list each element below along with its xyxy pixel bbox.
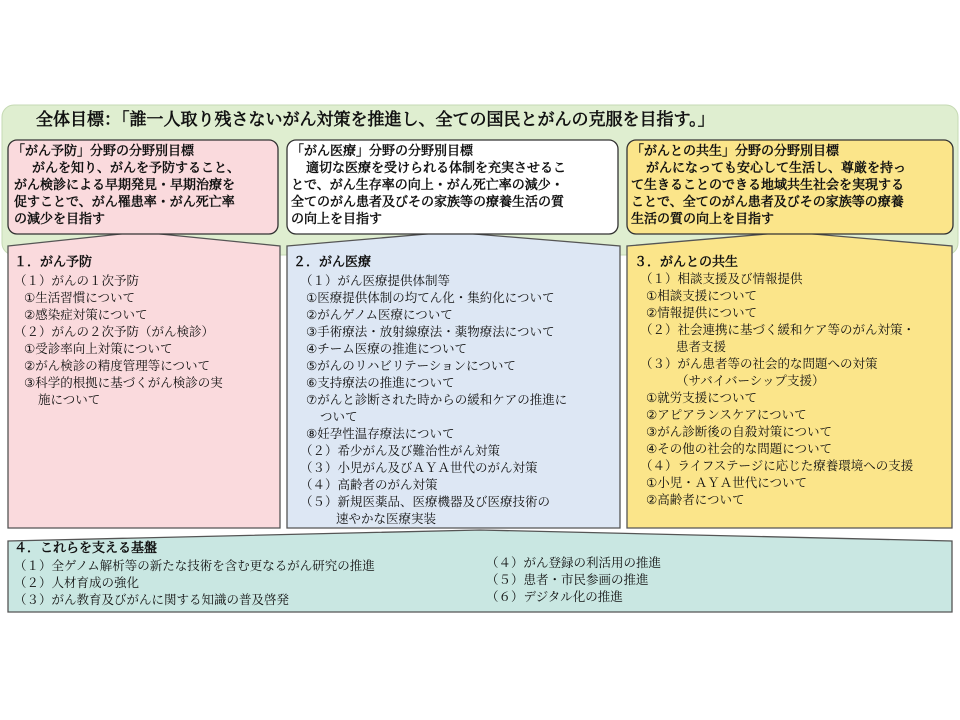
medical-item: （３）小児がん及びＡＹＡ世代のがん対策 — [300, 460, 538, 475]
foundation-item: （１）全ゲノム解析等の新たな技術を含む更なるがん研究の推進 — [14, 558, 375, 573]
prevention-item: ③科学的根拠に基づくがん検診の実 — [24, 375, 223, 390]
coexistence-item: （サバイバーシップ支援） — [676, 373, 825, 388]
prevention-goal-heading: 「がん予防」分野の分野別目標 — [12, 144, 195, 159]
medical-goal-line: 全てのがん患者及びその家族等の療養生活の質 — [291, 195, 565, 210]
coexistence-goal-line: ことで、全てのがん患者及びその家族等の療養 — [631, 195, 904, 210]
foundation-title: ４．これらを支える基盤 — [14, 541, 158, 556]
coexistence-section-title: ３．がんとの共生 — [634, 255, 739, 270]
coexistence-goal-line: 生活の質の向上を目指す — [631, 212, 775, 227]
medical-item: ④チーム医療の推進について — [306, 341, 467, 356]
coexistence-goal-heading: 「がんとの共生」分野の分野別目標 — [631, 144, 840, 159]
prevention-goal-line: の減少を目指す — [14, 212, 106, 227]
coexistence-goal-line: て生きることのできる地域共生社会を実現する — [631, 178, 905, 193]
medical-section-title: ２．がん医療 — [293, 255, 372, 270]
coexistence-item: （１）相談支援及び情報提供 — [640, 271, 803, 286]
prevention-item: ②がん検診の精度管理等について — [24, 358, 210, 373]
overall-goal-title: 全体目標：「誰一人取り残さないがん対策を推進し、全ての国民とがんの克服を目指す。」 — [36, 110, 715, 130]
coexistence-item: （２）社会連携に基づく緩和ケア等のがん対策・ — [640, 322, 916, 337]
prevention-item: （２）がんの２次予防（がん検診） — [14, 324, 215, 339]
foundation-item: （２）人材育成の強化 — [14, 575, 140, 590]
foundation-item: （４）がん登録の利活用の推進 — [486, 555, 662, 570]
medical-item: ⑥支持療法の推進について — [306, 375, 455, 390]
coexistence-item: ②アピアランスケアについて — [646, 407, 807, 422]
medical-goal-line: とで、がん生存率の向上・がん死亡率の減少・ — [291, 178, 564, 193]
coexistence-goal-line: がんになっても安心して生活し、尊厳を持っ — [646, 161, 907, 176]
coexistence-item: ①小児・ＡＹＡ世代について — [646, 475, 807, 490]
medical-goal-line: 適切な医療を受けられる体制を充実させるこ — [306, 161, 567, 176]
medical-item: （１）がん医療提供体制等 — [300, 273, 451, 288]
foundation-item: （５）患者・市民参画の推進 — [486, 572, 649, 587]
medical-item: （２）希少がん及び難治性がん対策 — [300, 443, 501, 458]
coexistence-item: 患者支援 — [676, 339, 727, 354]
medical-goal-heading: 「がん医療」分野の分野別目標 — [291, 144, 474, 159]
foundation-item: （３）がん教育及びがんに関する知識の普及啓発 — [14, 592, 290, 607]
coexistence-item: ①就労支援について — [646, 390, 757, 405]
medical-item: ①医療提供体制の均てん化・集約化について — [306, 290, 555, 305]
coexistence-item: ②高齢者について — [646, 492, 745, 507]
coexistence-item: ④その他の社会的な問題について — [646, 441, 832, 456]
medical-item: ⑤がんのリハビリテーションについて — [306, 358, 516, 373]
prevention-goal-line: がん検診による早期発見・早期治療を — [14, 178, 236, 193]
medical-item: （４）高齢者のがん対策 — [300, 477, 438, 492]
prevention-goal-line: 促すことで、がん罹患率・がん死亡率 — [14, 195, 235, 210]
prevention-section-title: １．がん予防 — [14, 255, 93, 270]
coexistence-item: （３）がん患者等の社会的な問題への対策 — [640, 356, 878, 371]
prevention-item: ①生活習慣について — [24, 290, 135, 305]
prevention-item: 施について — [38, 392, 101, 407]
prevention-goal-line: がんを知り、がんを予防すること、 — [32, 161, 241, 176]
prevention-item: ①受診率向上対策について — [24, 341, 173, 356]
coexistence-item: （４）ライフステージに応じた療養環境への支援 — [640, 458, 914, 473]
medical-item: ⑧妊孕性温存療法について — [306, 426, 455, 441]
coexistence-item: ①相談支援について — [646, 288, 757, 303]
medical-item: （５）新規医薬品、医療機器及び医療技術の — [300, 494, 551, 509]
prevention-item: ②感染症対策について — [24, 307, 148, 322]
coexistence-item: ②情報提供について — [646, 305, 757, 320]
medical-goal-line: の向上を目指す — [291, 212, 383, 227]
medical-item: ②がんゲノム医療について — [306, 307, 453, 322]
coexistence-item: ③がん診断後の自殺対策について — [646, 424, 832, 439]
medical-item: ⑦がんと診断された時からの緩和ケアの推進に — [306, 392, 568, 407]
prevention-item: （１）がんの１次予防 — [14, 273, 140, 288]
medical-item: ついて — [320, 409, 358, 424]
medical-item: 速やかな医療実装 — [336, 511, 437, 526]
foundation-item: （６）デジタル化の推進 — [486, 589, 623, 604]
medical-item: ③手術療法・放射線療法・薬物療法について — [306, 324, 555, 339]
